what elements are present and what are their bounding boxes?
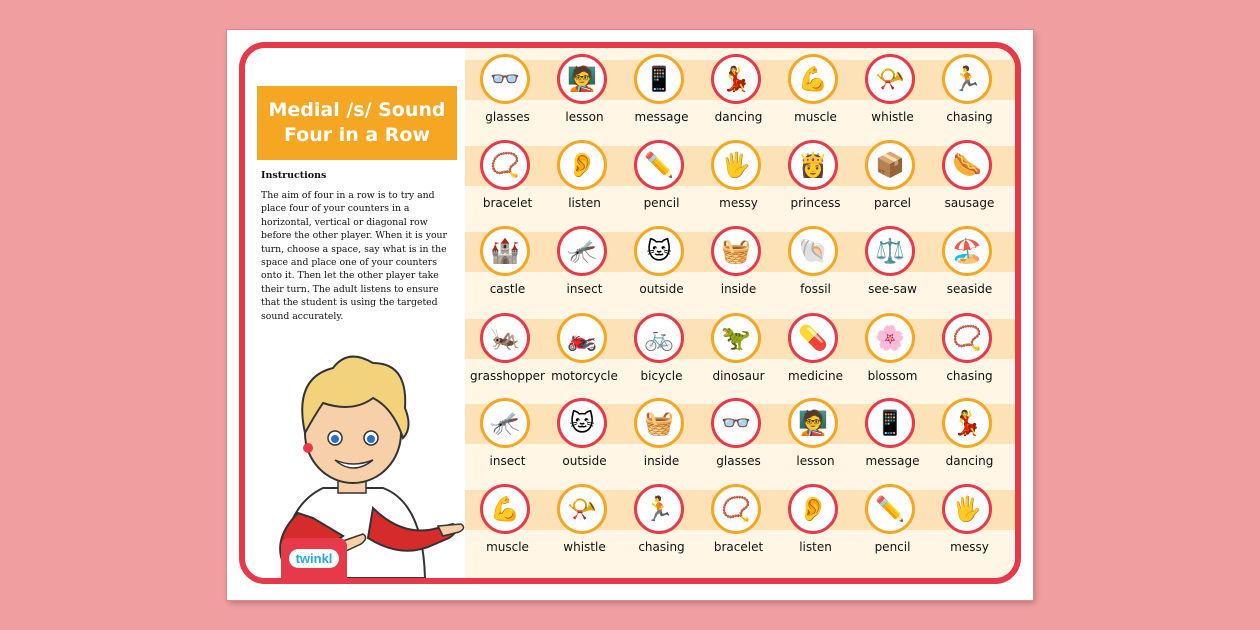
space-word-label: seaside — [946, 282, 993, 296]
board-space[interactable] — [700, 50, 777, 136]
space-word-label: sausage — [944, 196, 995, 210]
space-word-label: lesson — [565, 110, 604, 124]
phone-message-icon[interactable]: 📱 — [865, 398, 915, 448]
fossil-icon[interactable]: 🐚 — [788, 226, 838, 276]
board-space[interactable] — [546, 309, 623, 395]
pencil-icon[interactable]: ✏️ — [865, 484, 915, 534]
medicine-bottle-icon[interactable]: 💊 — [788, 313, 838, 363]
game-board-grid — [465, 48, 1015, 578]
dancing-icon[interactable]: 💃 — [711, 54, 761, 104]
board-space[interactable] — [931, 50, 1008, 136]
pencil-icon[interactable]: ✏️ — [634, 140, 684, 190]
space-word-label: message — [634, 110, 689, 124]
space-word-label: dancing — [714, 110, 763, 124]
board-space[interactable] — [623, 136, 700, 222]
parcel-icon[interactable]: 📦 — [865, 140, 915, 190]
whistle-icon[interactable]: 📯 — [557, 484, 607, 534]
board-space[interactable] — [931, 136, 1008, 222]
space-word-label: glasses — [485, 110, 530, 124]
space-word-label: listen — [799, 540, 832, 554]
title-line-1: Medial /s/ Sound — [268, 99, 446, 121]
board-space[interactable] — [700, 222, 777, 308]
board-frame — [239, 42, 1021, 584]
space-word-label: glasses — [716, 454, 761, 468]
space-word-label: bracelet — [713, 540, 764, 554]
bracelet-icon[interactable]: 📿 — [711, 484, 761, 534]
board-space[interactable] — [931, 394, 1008, 480]
motorcycle-icon[interactable]: 🏍️ — [557, 313, 607, 363]
board-space[interactable] — [931, 480, 1008, 566]
board-space[interactable] — [931, 222, 1008, 308]
space-word-label: pencil — [874, 540, 911, 554]
see-saw-icon[interactable]: ⚖️ — [865, 226, 915, 276]
board-space[interactable] — [469, 480, 546, 566]
board-space[interactable] — [854, 136, 931, 222]
board-space[interactable] — [777, 480, 854, 566]
whistle-icon[interactable]: 📯 — [865, 54, 915, 104]
twinkl-logo-text: twinkl — [289, 549, 340, 568]
space-word-label: message — [865, 454, 920, 468]
title-line-2: Four in a Row — [283, 124, 431, 146]
space-word-label: fossil — [800, 282, 831, 296]
title-banner — [257, 86, 457, 160]
board-space[interactable] — [777, 136, 854, 222]
space-word-label: inside — [643, 454, 680, 468]
board-space[interactable] — [546, 50, 623, 136]
sausage-icon[interactable]: 🌭 — [942, 140, 992, 190]
dancing-icon[interactable]: 💃 — [942, 398, 992, 448]
board-space[interactable] — [469, 309, 546, 395]
glasses-icon[interactable]: 👓 — [480, 54, 530, 104]
space-word-label: chasing — [946, 369, 993, 383]
space-word-label: lesson — [796, 454, 835, 468]
board-space[interactable] — [854, 50, 931, 136]
board-space[interactable] — [854, 309, 931, 395]
classroom-icon[interactable]: 🧑‍🏫 — [788, 398, 838, 448]
left-panel — [245, 48, 465, 578]
board-space[interactable] — [777, 394, 854, 480]
board-space[interactable] — [700, 309, 777, 395]
board-space[interactable] — [700, 394, 777, 480]
messy-hands-icon[interactable]: 🖐️ — [711, 140, 761, 190]
space-word-label: insect — [566, 282, 603, 296]
instructions-text: The aim of four in a row is to try and place four of your counters in a horizontal, vertical or diagonal row before the other player. When it is your turn, choose a space, say what is in the space and place one of your counters onto it. Then let the other player take their turn. The adult listens to ensure that the student is using the targeted sound accurately. — [261, 190, 447, 322]
messy-hands-icon[interactable]: 🖐️ — [942, 484, 992, 534]
space-word-label: listen — [568, 196, 601, 210]
space-word-label: chasing — [946, 110, 993, 124]
board-space[interactable] — [623, 309, 700, 395]
cat-outside-box-icon[interactable]: 🐱 — [557, 398, 607, 448]
board-space[interactable] — [623, 394, 700, 480]
cat-inside-basket-icon[interactable]: 🧺 — [711, 226, 761, 276]
board-space[interactable] — [469, 394, 546, 480]
listening-girl-icon[interactable]: 👂 — [788, 484, 838, 534]
space-word-label: blossom — [867, 369, 918, 383]
space-word-label: princess — [790, 196, 841, 210]
dinosaur-icon[interactable]: 🦖 — [711, 313, 761, 363]
board-space[interactable] — [854, 480, 931, 566]
space-word-label: inside — [720, 282, 757, 296]
space-word-label: bracelet — [482, 196, 533, 210]
space-word-label: muscle — [794, 110, 837, 124]
space-word-label: chasing — [638, 540, 685, 554]
cat-inside-basket-icon[interactable]: 🧺 — [634, 398, 684, 448]
running-kids-icon[interactable]: 🏃 — [634, 484, 684, 534]
insect-icon[interactable]: 🦟 — [557, 226, 607, 276]
blossom-icon[interactable]: 🌸 — [865, 313, 915, 363]
space-word-label: messy — [950, 540, 989, 554]
space-word-label: pencil — [643, 196, 680, 210]
space-word-label: medicine — [788, 369, 843, 383]
grasshopper-icon[interactable]: 🦗 — [480, 313, 530, 363]
board-space[interactable] — [469, 136, 546, 222]
space-word-label: parcel — [874, 196, 911, 210]
board-space[interactable] — [623, 480, 700, 566]
board-space[interactable] — [546, 136, 623, 222]
glasses-icon[interactable]: 👓 — [711, 398, 761, 448]
muscle-icon[interactable]: 💪 — [788, 54, 838, 104]
board-space[interactable] — [777, 222, 854, 308]
space-word-label: castle — [489, 282, 526, 296]
space-word-label: muscle — [486, 540, 529, 554]
instructions-heading: Instructions — [261, 170, 327, 181]
space-word-label: motorcycle — [551, 369, 618, 383]
insect-icon[interactable]: 🦟 — [480, 398, 530, 448]
board-space[interactable] — [546, 394, 623, 480]
princess-icon[interactable]: 👸 — [788, 140, 838, 190]
twinkl-logo — [281, 538, 347, 578]
cat-outside-box-icon[interactable]: 🐱 — [634, 226, 684, 276]
board-space[interactable] — [777, 309, 854, 395]
space-word-label: see-saw — [868, 282, 917, 296]
space-word-label: insect — [489, 454, 526, 468]
board-space[interactable] — [546, 222, 623, 308]
space-word-label: messy — [719, 196, 758, 210]
seaside-icon[interactable]: 🏖️ — [942, 226, 992, 276]
board-space[interactable] — [854, 394, 931, 480]
board-space[interactable] — [777, 50, 854, 136]
muscle-icon[interactable]: 💪 — [480, 484, 530, 534]
running-kids-icon[interactable]: 🏃 — [942, 54, 992, 104]
board-space[interactable] — [623, 222, 700, 308]
space-word-label: outside — [562, 454, 607, 468]
space-word-label: outside — [639, 282, 684, 296]
board-space[interactable] — [623, 50, 700, 136]
listening-girl-icon[interactable]: 👂 — [557, 140, 607, 190]
phone-message-icon[interactable]: 📱 — [634, 54, 684, 104]
board-space[interactable] — [854, 222, 931, 308]
space-word-label: bicycle — [640, 369, 683, 383]
board-space[interactable] — [546, 480, 623, 566]
space-word-label: whistle — [563, 540, 606, 554]
board-space[interactable] — [931, 309, 1008, 395]
game-sheet — [227, 30, 1033, 600]
board-space[interactable] — [469, 50, 546, 136]
board-space[interactable] — [700, 480, 777, 566]
board-space[interactable] — [700, 136, 777, 222]
bicycle-icon[interactable]: 🚲 — [634, 313, 684, 363]
bracelet-icon[interactable]: 📿 — [942, 313, 992, 363]
classroom-icon[interactable]: 🧑‍🏫 — [557, 54, 607, 104]
space-word-label: dancing — [945, 454, 994, 468]
castle-icon[interactable]: 🏰 — [480, 226, 530, 276]
bracelet-icon[interactable]: 📿 — [480, 140, 530, 190]
space-word-label: grasshopper — [470, 369, 545, 383]
space-word-label: whistle — [871, 110, 914, 124]
space-word-label: dinosaur — [712, 369, 765, 383]
board-space[interactable] — [469, 222, 546, 308]
